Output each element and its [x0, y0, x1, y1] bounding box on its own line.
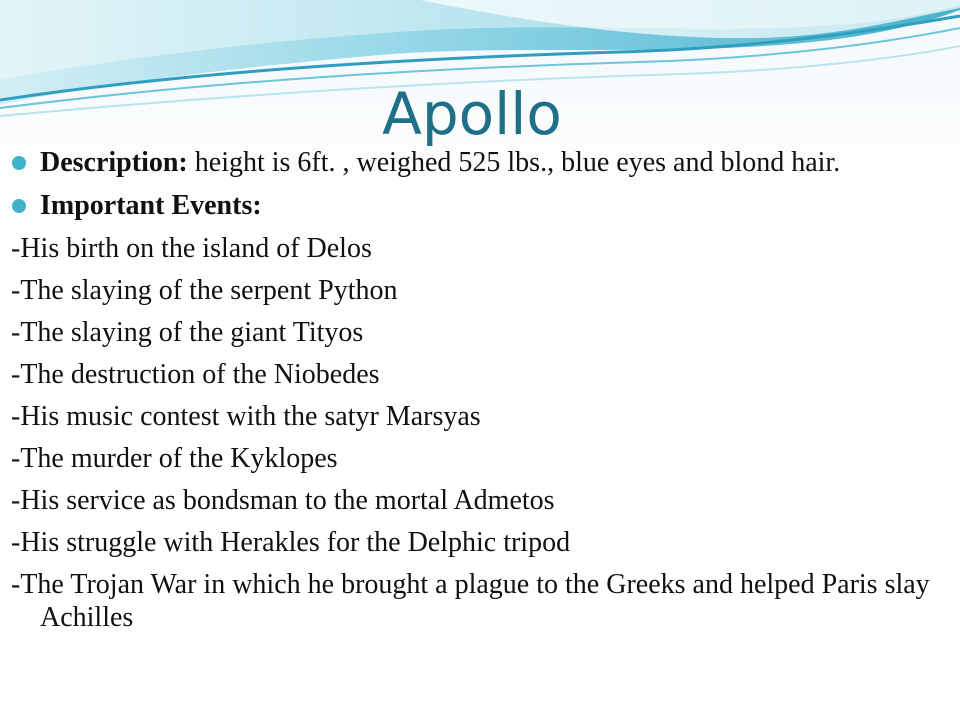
bullet-important-events — [0, 189, 950, 222]
bullet-text: height is 6ft. , weighed 525 lbs., blue eyes and blond hair. — [187, 147, 841, 178]
slide-title: Apollo — [382, 80, 562, 148]
event-item: -The slaying of the giant Tityos — [11, 317, 364, 348]
event-item: -His birth on the island of Delos — [11, 233, 372, 264]
slide-content — [0, 146, 950, 643]
event-item: -His struggle with Herakles for the Delphic tripod — [11, 527, 571, 558]
event-item: -The murder of the Kyklopes — [11, 443, 338, 474]
event-item: -His music contest with the satyr Marsyas — [11, 401, 481, 432]
event-item: -The destruction of the Niobedes — [11, 359, 380, 390]
bullet-label: Description: — [40, 147, 188, 178]
bullet-description — [0, 146, 950, 179]
event-item: -The Trojan War in which he brought a plague to the Greeks and helped Paris slay Achilles — [11, 569, 930, 633]
bullet-label: Important Events: — [40, 190, 262, 221]
event-item: -The slaying of the serpent Python — [11, 275, 398, 306]
bullet-icon — [12, 156, 26, 170]
bullet-icon — [12, 199, 26, 213]
event-item: -His service as bondsman to the mortal Admetos — [11, 485, 555, 516]
